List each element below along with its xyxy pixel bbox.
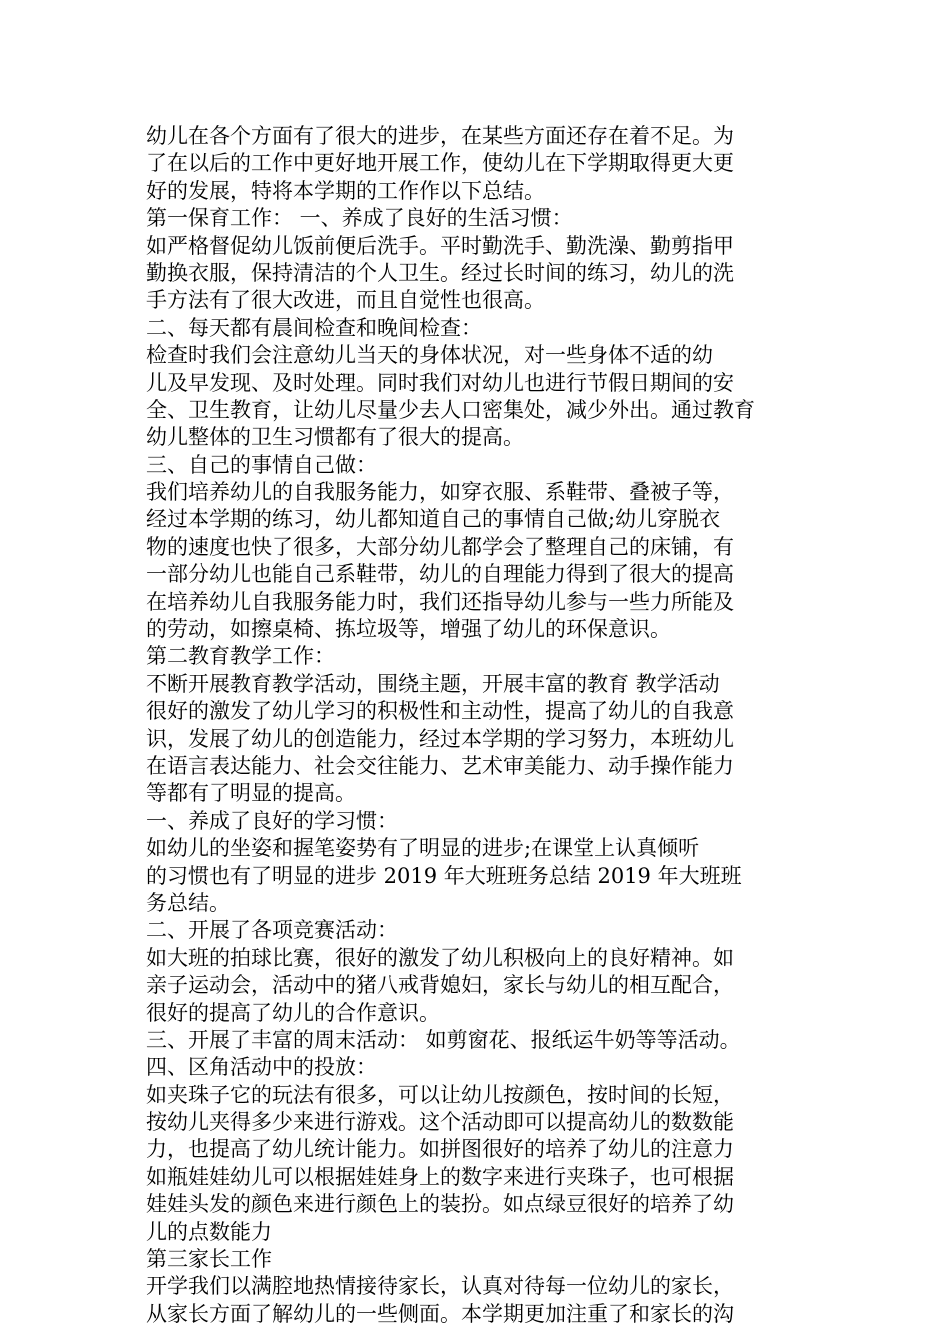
section-heading: 三、自己的事情自己做： xyxy=(146,452,377,477)
text-line: 如幼儿的坐姿和握笔姿势有了明显的进步;在课堂上认真倾听 xyxy=(146,836,700,861)
text-line: 了在以后的工作中更好地开展工作，使幼儿在下学期取得更大更 xyxy=(146,151,734,176)
text-line: 如夹珠子它的玩法有很多，可以让幼儿按颜色，按时间的长短， xyxy=(146,1082,734,1107)
text-line: 手方法有了很大改进，而且自觉性也很高。 xyxy=(146,288,545,313)
text-line: 检查时我们会注意幼儿当天的身体状况，对一些身体不适的幼 xyxy=(146,343,713,368)
section-heading: 三、开展了丰富的周末活动： 如剪窗花、报纸运牛奶等等活动。 xyxy=(146,1027,741,1052)
text-line: 一部分幼儿也能自己系鞋带，幼儿的自理能力得到了很大的提高 xyxy=(146,562,734,587)
text-line: 好的发展，特将本学期的工作作以下总结。 xyxy=(146,178,545,203)
text-line: 如瓶娃娃幼儿可以根据娃娃身上的数字来进行夹珠子，也可根据 xyxy=(146,1164,734,1189)
text-line: 如大班的拍球比赛，很好的激发了幼儿积极向上的良好精神。如 xyxy=(146,945,734,970)
text-line: 幼儿整体的卫生习惯都有了很大的提高。 xyxy=(146,425,524,450)
section-heading: 一、养成了良好的学习惯： xyxy=(146,808,398,833)
text-line: 的劳动，如擦桌椅、拣垃圾等，增强了幼儿的环保意识。 xyxy=(146,617,671,642)
text-line: 不断开展教育教学活动，围绕主题，开展丰富的教育 教学活动 xyxy=(146,671,720,696)
text-line: 按幼儿夹得多少来进行游戏。这个活动即可以提高幼儿的数数能 xyxy=(146,1110,734,1135)
text-line: 如严格督促幼儿饭前便后洗手。平时勤洗手、勤洗澡、勤剪指甲 xyxy=(146,233,734,258)
section-heading: 四、区角活动中的投放： xyxy=(146,1055,377,1080)
text-line: 儿及早发现、及时处理。同时我们对幼儿也进行节假日期间的安 xyxy=(146,370,734,395)
text-line: 亲子运动会，活动中的猪八戒背媳妇，家长与幼儿的相互配合， xyxy=(146,973,734,998)
section-heading: 第三家长工作 xyxy=(146,1247,272,1272)
text-line: 全、卫生教育，让幼儿尽量少去人口密集处，减少外出。通过教育 xyxy=(146,397,755,422)
text-line: 在语言表达能力、社会交往能力、艺术审美能力、动手操作能力 xyxy=(146,753,734,778)
text-line: 开学我们以满腔地热情接待家长，认真对待每一位幼儿的家长， xyxy=(146,1274,734,1299)
text-line: 勤换衣服，保持清洁的个人卫生。经过长时间的练习，幼儿的洗 xyxy=(146,260,734,285)
section-heading: 第一保育工作： 一、养成了良好的生活习惯： xyxy=(146,206,573,231)
text-line: 经过本学期的练习，幼儿都知道自己的事情自己做;幼儿穿脱衣 xyxy=(146,507,721,532)
text-line: 力，也提高了幼儿统计能力。如拼图很好的培养了幼儿的注意力 xyxy=(146,1137,734,1162)
section-heading: 第二教育教学工作： xyxy=(146,644,335,669)
document-body xyxy=(146,123,816,1328)
text-line: 儿的点数能力 xyxy=(146,1219,272,1244)
text-line: 从家长方面了解幼儿的一些侧面。本学期更加注重了和家长的沟 xyxy=(146,1301,734,1326)
text-line: 娃娃头发的颜色来进行颜色上的装扮。如点绿豆很好的培养了幼 xyxy=(146,1192,734,1217)
text-line: 幼儿在各个方面有了很大的进步，在某些方面还存在着不足。为 xyxy=(146,124,734,148)
section-heading: 二、每天都有晨间检查和晚间检查： xyxy=(146,315,482,340)
text-line: 的习惯也有了明显的进步 2019 年大班班务总结 2019 年大班班 xyxy=(146,863,742,888)
text-line: 很好的提高了幼儿的合作意识。 xyxy=(146,1000,440,1025)
text-line: 在培养幼儿自我服务能力时，我们还指导幼儿参与一些力所能及 xyxy=(146,589,734,614)
text-line: 我们培养幼儿的自我服务能力，如穿衣服、系鞋带、叠被子等， xyxy=(146,480,734,505)
text-line: 识，发展了幼儿的创造能力，经过本学期的学习努力，本班幼儿 xyxy=(146,726,734,751)
text-line: 物的速度也快了很多，大部分幼儿都学会了整理自己的床铺，有 xyxy=(146,534,734,559)
text-line: 很好的激发了幼儿学习的积极性和主动性，提高了幼儿的自我意 xyxy=(146,699,734,724)
text-line: 等都有了明显的提高。 xyxy=(146,781,356,806)
section-heading: 二、开展了各项竞赛活动： xyxy=(146,918,398,943)
text-line: 务总结。 xyxy=(146,890,230,915)
